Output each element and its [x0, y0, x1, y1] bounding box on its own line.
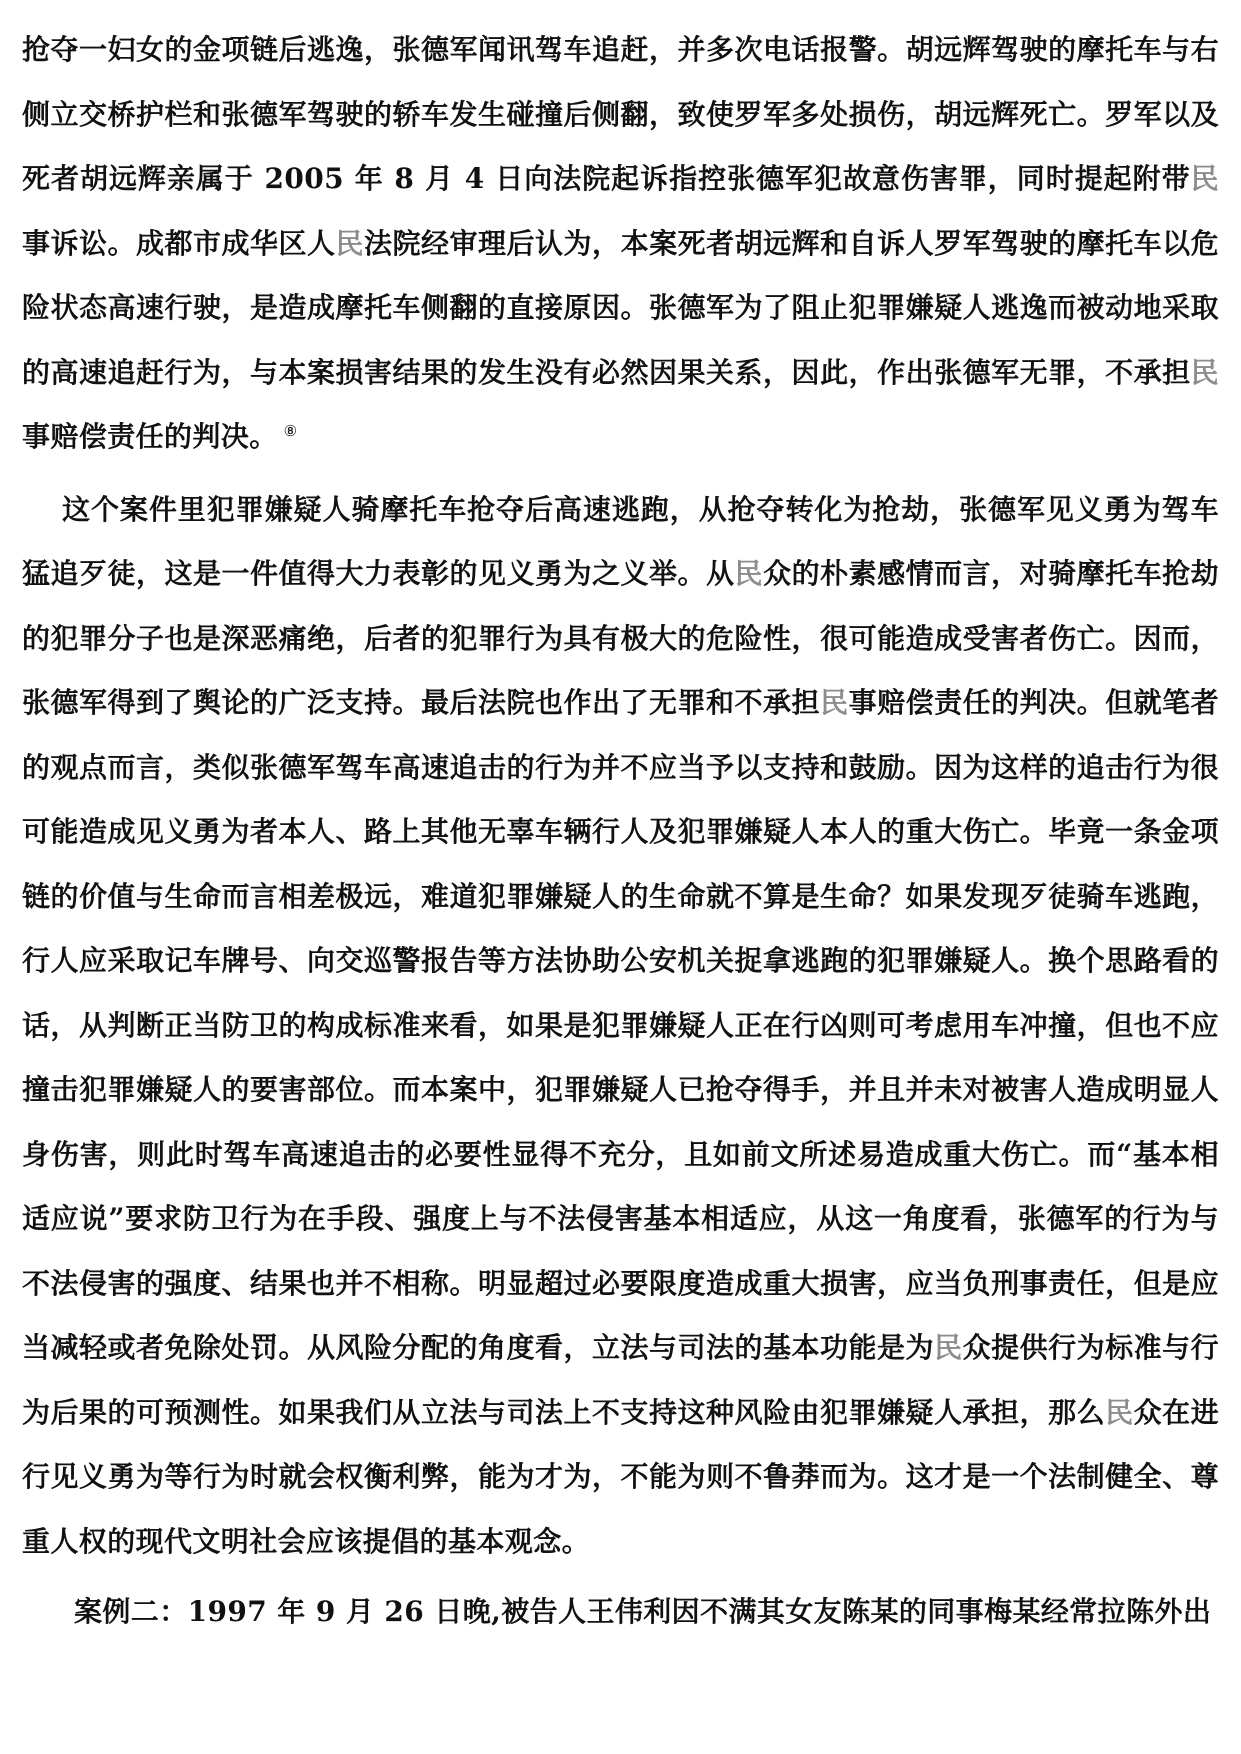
text-run-gray: 民: [820, 686, 849, 719]
text-run: 众提供行为标准与行为后果的可预测性。如果我们从立法与司法上不支持这种风险由犯罪嫌疑人承担，那么: [22, 1331, 1219, 1429]
text-run: 事赔偿责任的判决。: [22, 420, 278, 453]
text-run: 抢夺一妇女的金项链后逃逸，张德军闻讯驾车追赶，并多次电话报警。胡远辉驾驶的摩托车与右侧立交桥护栏和张德军驾驶的轿车发生碰撞后侧翻，致使罗军多处损伤，胡远辉死亡。罗军以及死者胡远辉亲属于 2005 年 8 月 4 日向法院起诉指控张德军犯故意伤害罪，同时提起附带: [22, 33, 1219, 195]
text-run-gray: 民: [1190, 162, 1219, 195]
text-run: 法院经审理后认为，本案死者胡远辉和自诉人罗军驾驶的摩托车以危险状态高速行驶，是造成摩托车侧翻的直接原因。张德军为了阻止犯罪嫌疑人逃逸而被动地采取的高速追赶行为，与本案损害结果的发生没有必然因果关系，因此，作出张德军无罪，不承担: [22, 226, 1220, 389]
text-run: 这个案件里犯罪嫌疑人骑摩托车抢夺后高速逃跑，从抢夺转化为抢劫，张德军见义勇为驾车猛追歹徒，这是一件值得大力表彰的见义勇为之义举。从: [22, 492, 1219, 590]
text-run-gray: 民: [335, 226, 365, 260]
text-run: 事诉讼。成都市成华区人: [22, 226, 336, 260]
paragraph-1: [22, 18, 1219, 470]
text-run: 众在进行见义勇为等行为时就会权衡利弊，能为才为，不能为则不鲁莽而为。这才是一个法制健全、尊重人权的现代文明社会应该提倡的基本观念。: [22, 1395, 1219, 1558]
paragraph-2: [22, 478, 1219, 1575]
text-run-gray: 民: [1105, 1395, 1134, 1429]
text-run-gray: 民: [734, 557, 764, 590]
text-run: 案例二：1997 年 9 月 26 日晚,被告人王伟利因不满其女友陈某的同事梅某经常拉陈外出: [74, 1595, 1212, 1628]
paragraph-3: [22, 1580, 1219, 1645]
text-run: 众的朴素感情而言，对骑摩托车抢劫的犯罪分子也是深恶痛绝，后者的犯罪行为具有极大的危险性，很可能造成受害者伤亡。因而，张德军得到了舆论的广泛支持。最后法院也作出了无罪和不承担: [22, 557, 1219, 719]
footnote-marker: ⑧: [283, 421, 298, 440]
text-run-gray: 民: [934, 1331, 963, 1364]
text-run-gray: 民: [1190, 355, 1219, 389]
text-run: 事赔偿责任的判决。但就笔者的观点而言，类似张德军驾车高速追击的行为并不应当予以支持和鼓励。因为这样的追击行为很可能造成见义勇为者本人、路上其他无辜车辆行人及犯罪嫌疑人本人的重大伤亡。毕竟一条金项链的价值与生命而言相差极远，难道犯罪嫌疑人的生命就不算是生命？如果发现歹徒骑车逃跑，行人应采取记车牌号、向交巡警报告等方法协助公安机关捉拿逃跑的犯罪嫌疑人。换个思路看的话，从判断正当防卫的构成标准来看，如果是犯罪嫌疑人正在行凶则可考虑用车冲撞，但也不应撞击犯罪嫌疑人的要害部位。而本案中，犯罪嫌疑人已抢夺得手，并且并未对被害人造成明显人身伤害，则此时驾车高速追击的必要性显得不充分，且如前文所述易造成重大伤亡。而“基本相适应说”要求防卫行为在手段、强度上与不法侵害基本相适应，从这一角度看，张德军的行为与不法侵害的强度、结果也并不相称。明显超过必要限度造成重大损害，应当负刑事责任，但是应当减轻或者免除处罚。从风险分配的角度看，立法与司法的基本功能是为: [22, 686, 1220, 1364]
